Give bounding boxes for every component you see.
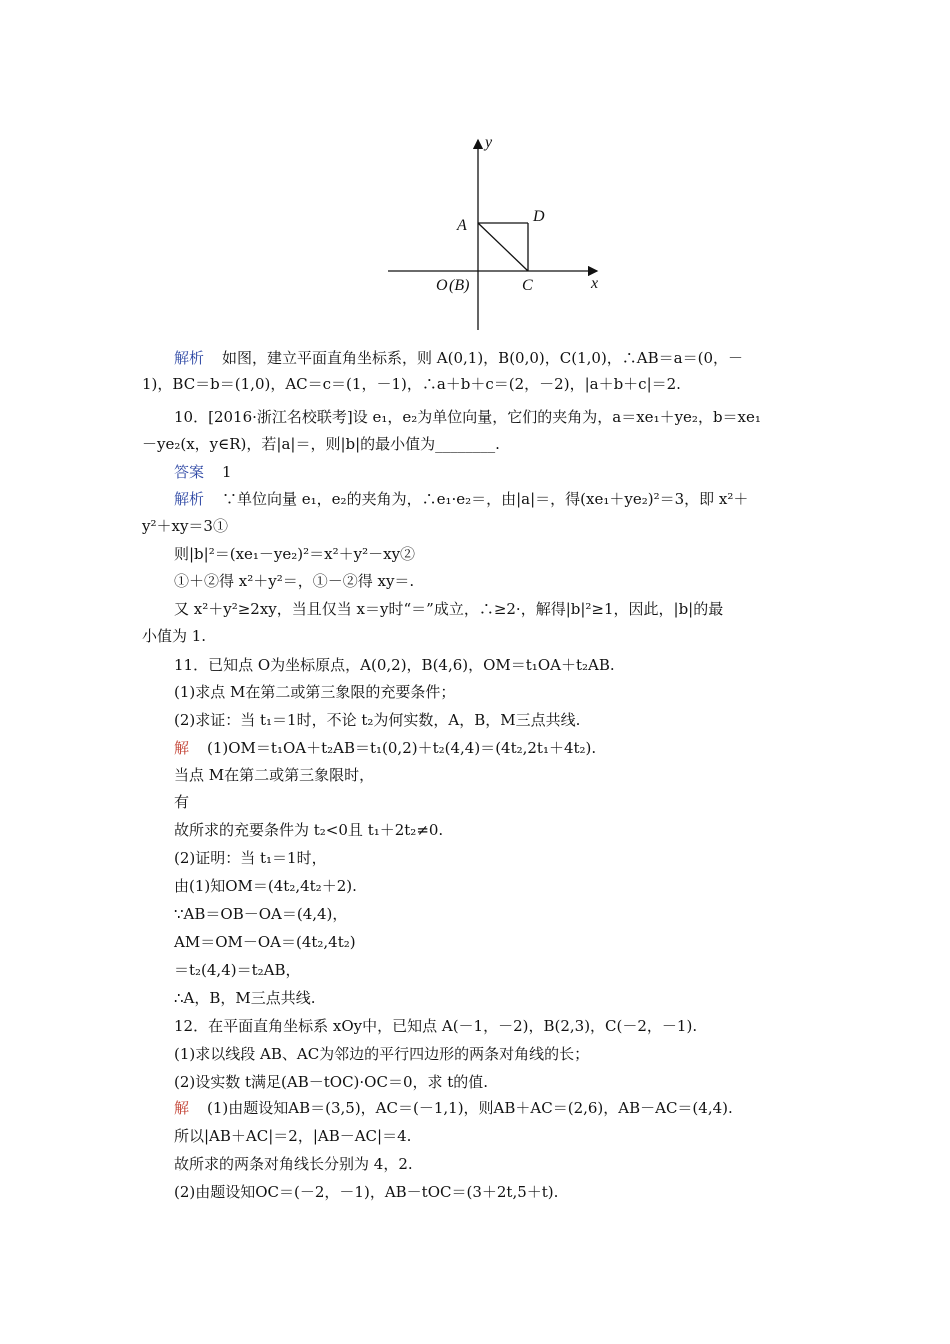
line-text: (1)OM＝t₁OA＋t₂AB＝t₁(0,2)＋t₂(4,4)＝(4t₂,2t₁＋4t₂). — [207, 739, 597, 757]
text-line — [174, 1182, 558, 1202]
text-line — [174, 988, 316, 1008]
line-text: 11．已知点 O为坐标原点，A(0,2)，B(4,6)，OM＝t₁OA＋t₂AB. — [174, 656, 615, 674]
text-line — [174, 462, 232, 482]
line-text: 由(1)知OM＝(4t₂,4t₂＋2). — [174, 877, 357, 895]
line-text: 小值为 1. — [142, 627, 207, 645]
line-text: 如图，建立平面直角坐标系，则 A(0,1)，B(0,0)，C(1,0)，∴AB＝a＝(0，－ — [222, 349, 743, 367]
answer-label: 解 — [174, 739, 190, 757]
text-line — [174, 932, 356, 952]
axis-y-label: y — [485, 134, 493, 151]
text-line — [174, 1016, 697, 1036]
line-text: AM＝OM－OA＝(4t₂,4t₂) — [174, 933, 356, 951]
line-text: 10．[2016·浙江名校联考]设 e₁，e₂为单位向量，它们的夹角为，a＝xe₁＋ye₂，b＝xe₁ — [174, 408, 761, 426]
line-text: 1)，BC＝b＝(1,0)，AC＝c＝(1，－1)，∴a＋b＋c＝(2，－2)，|a＋b＋c|＝2. — [142, 375, 681, 393]
text-line — [174, 682, 455, 702]
text-line — [174, 904, 347, 924]
text-line — [174, 407, 761, 427]
point-C-label: C — [522, 277, 533, 294]
text-line — [174, 599, 723, 619]
text-line — [174, 655, 615, 675]
text-line — [174, 571, 414, 591]
text-line — [174, 1126, 411, 1146]
answer-label: 解 — [174, 1099, 190, 1117]
line-text: (2)由题设知OC＝(－2，－1)，AB－tOC＝(3＋2t,5＋t). — [174, 1183, 559, 1201]
line-text: (2)设实数 t满足(AB－tOC)·OC＝0，求 t的值. — [174, 1073, 489, 1091]
line-text: 1 — [222, 463, 232, 481]
text-line — [174, 765, 374, 785]
line-text: (2)证明：当 t₁＝1时， — [174, 849, 327, 867]
text-line — [142, 374, 681, 394]
text-line — [174, 544, 415, 564]
text-line — [174, 1098, 733, 1118]
point-O-label: O — [436, 277, 448, 294]
line-text: ①＋②得 x²＋y²＝，①－②得 xy＝. — [174, 572, 415, 590]
line-text: ∴A，B，M三点共线. — [174, 989, 316, 1007]
coordinate-figure — [385, 130, 605, 335]
line-text: 当点 M在第二或第三象限时， — [174, 766, 375, 784]
answer-label: 解析 — [174, 349, 205, 367]
line-text: 则|b|²＝(xe₁－ye₂)²＝x²＋y²－xy② — [174, 545, 416, 563]
text-line — [174, 876, 357, 896]
text-line — [142, 626, 206, 646]
line-text: 又 x²＋y²≥2xy，当且仅当 x＝y时“＝”成立，∴≥2·，解得|b|²≥1，因此，|b|的最 — [174, 600, 724, 618]
line-text: ＝t₂(4,4)＝t₂AB， — [174, 961, 301, 979]
point-B-label: (B) — [449, 277, 470, 294]
segment-AC — [478, 223, 528, 271]
text-line — [142, 516, 228, 536]
text-line — [174, 960, 301, 980]
text-line — [174, 1072, 488, 1092]
answer-label: 答案 — [174, 463, 205, 481]
text-line — [174, 348, 743, 368]
line-text: (1)求以线段 AB、AC为邻边的平行四边形的两条对角线的长； — [174, 1045, 590, 1063]
line-text: 故所求的两条对角线长分别为 4，2. — [174, 1155, 413, 1173]
text-line — [142, 434, 500, 454]
line-text: 所以|AB＋AC|＝2，|AB－AC|＝4. — [174, 1127, 412, 1145]
line-text: 有 — [174, 793, 190, 811]
line-text: (1)求点 M在第二或第三象限的充要条件； — [174, 683, 456, 701]
text-line — [174, 738, 596, 758]
text-line — [174, 1154, 413, 1174]
point-D-label: D — [533, 208, 545, 225]
point-A-label: A — [457, 217, 467, 234]
line-text: (1)由题设知AB＝(3,5)，AC＝(－1,1)，则AB＋AC＝(2,6)，AB－AC＝(4,4). — [207, 1099, 733, 1117]
answer-label: 解析 — [174, 490, 205, 508]
line-text: ∵AB＝OB－OA＝(4,4)， — [174, 905, 348, 923]
line-text: 故所求的充要条件为 t₂<0且 t₁＋2t₂≠0. — [174, 821, 444, 839]
text-line — [174, 710, 580, 730]
line-text: y²＋xy＝3① — [142, 517, 228, 535]
line-text: ∵单位向量 e₁，e₂的夹角为，∴e₁·e₂＝，由|a|＝，得(xe₁＋ye₂)²＝3，即 x²＋ — [222, 490, 749, 508]
line-text: －ye₂(x，y∈R)，若|a|＝，则|b|的最小值为________. — [142, 435, 500, 453]
line-text: (2)求证：当 t₁＝1时，不论 t₂为何实数，A，B，M三点共线. — [174, 711, 581, 729]
text-line — [174, 489, 748, 509]
line-text: 12．在平面直角坐标系 xOy中，已知点 A(－1，－2)，B(2,3)，C(－2，－1). — [174, 1017, 698, 1035]
text-line — [174, 1044, 589, 1064]
text-line — [174, 792, 189, 812]
text-line — [174, 848, 327, 868]
axis-x-label: x — [591, 275, 599, 292]
text-line — [174, 820, 443, 840]
